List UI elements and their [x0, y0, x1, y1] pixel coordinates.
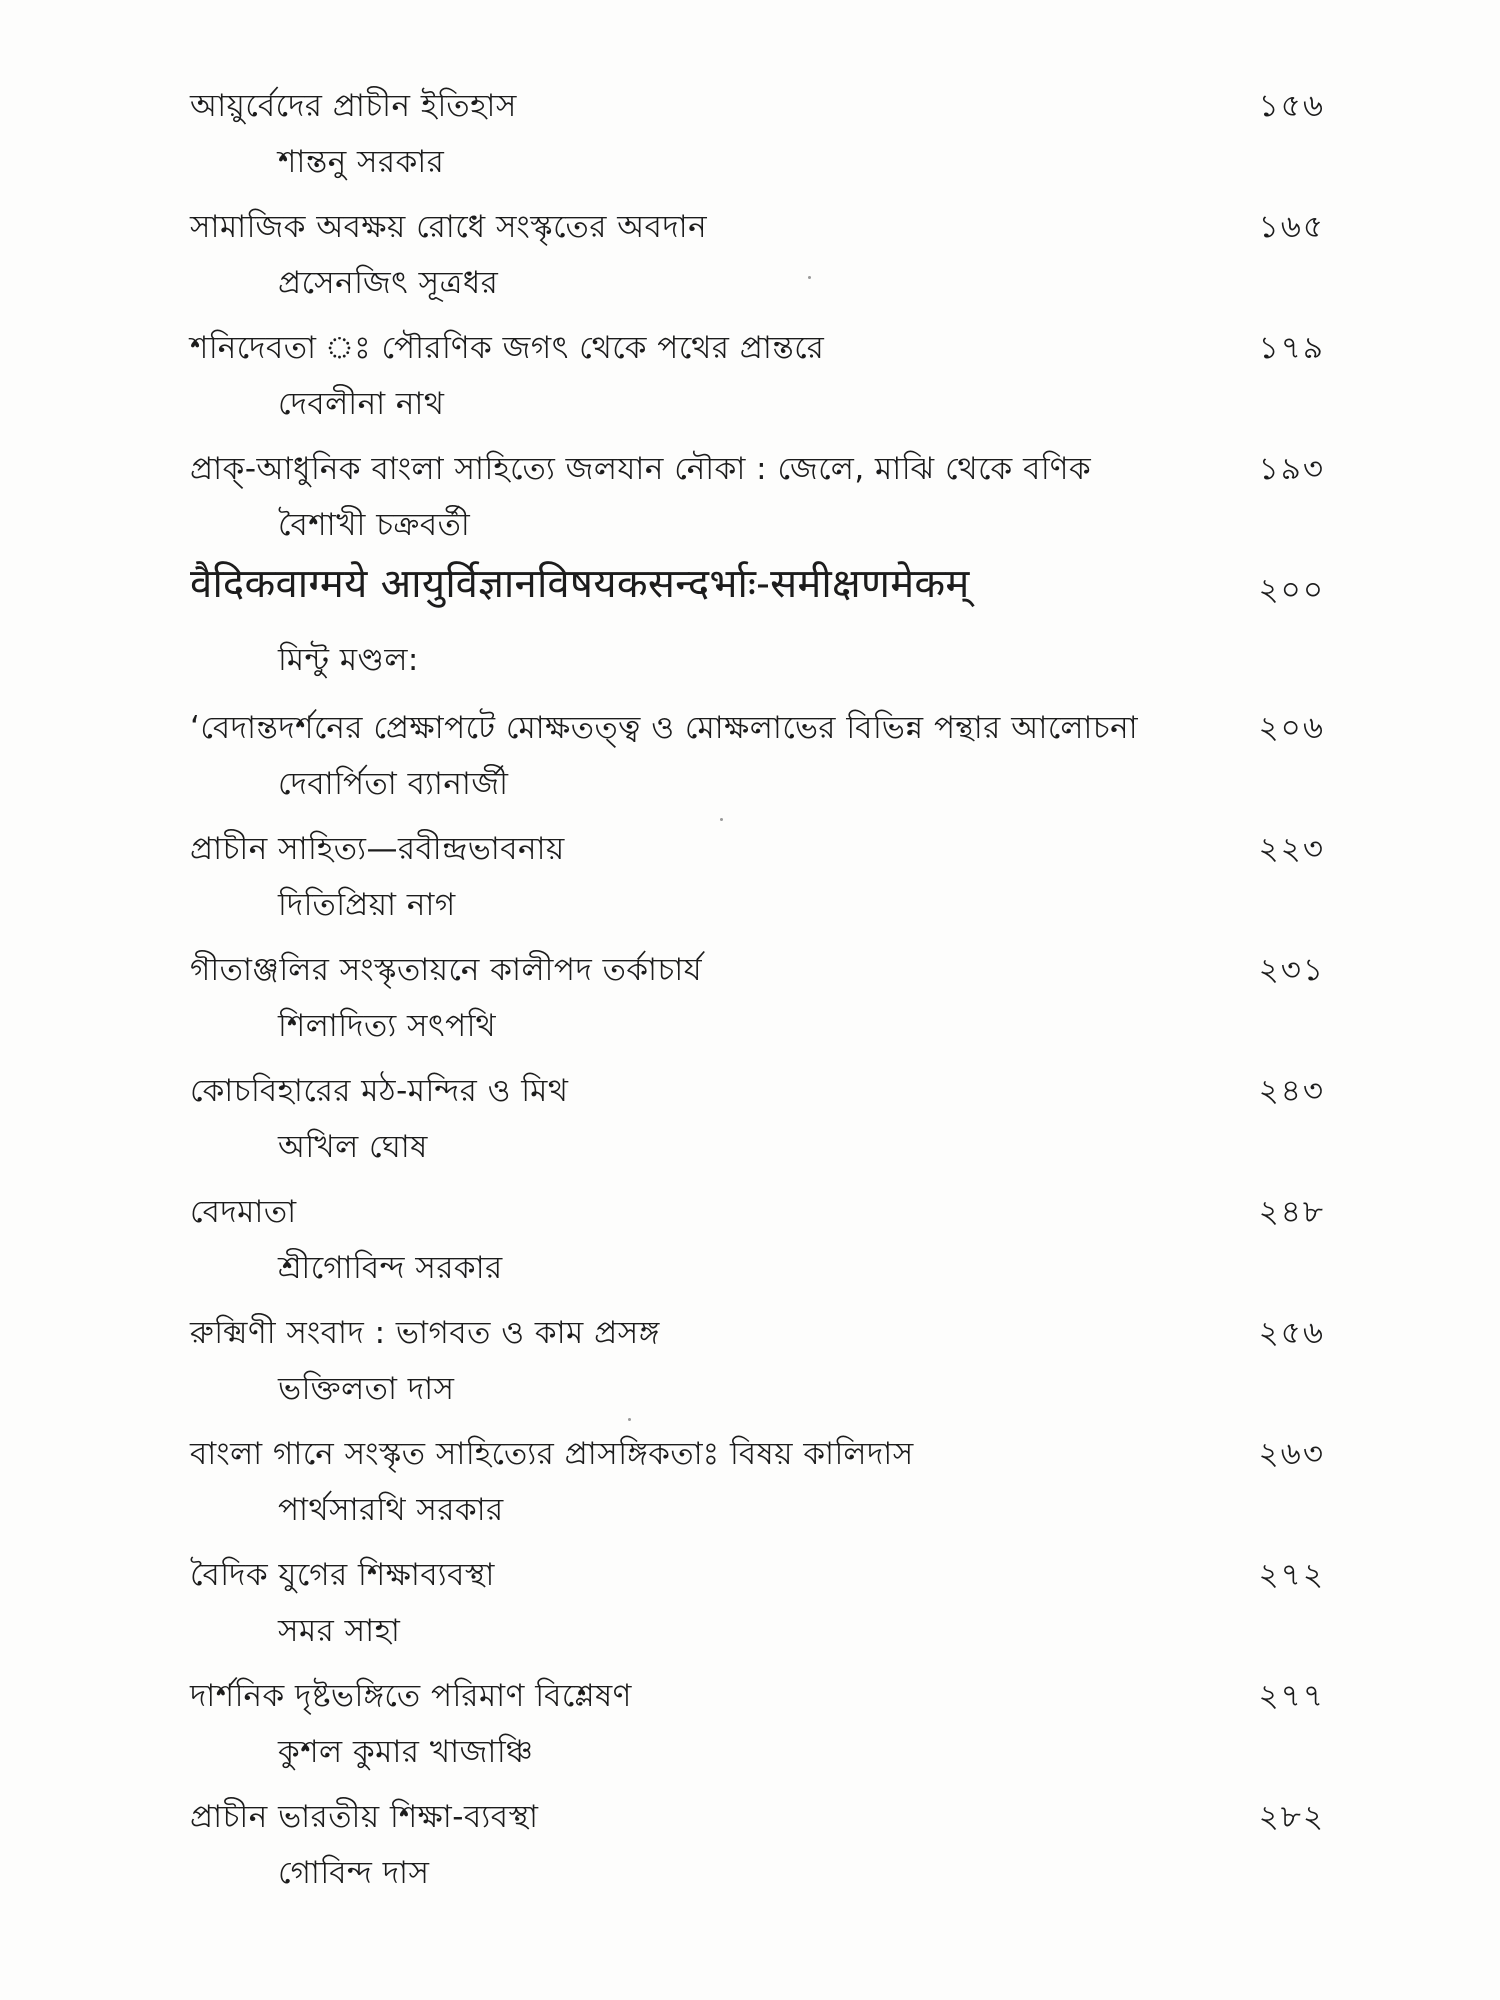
- scan-speck: [808, 276, 811, 279]
- toc-entry: [190, 1547, 1325, 1668]
- article-author: বৈশাখী চক্রবর্তী: [278, 507, 471, 543]
- article-title: দার্শনিক দৃষ্টভঙ্গিতে পরিমাণ বিশ্লেষণ: [190, 1678, 632, 1714]
- article-title: বৈদিক যুগের শিক্ষাব্যবস্থা: [190, 1557, 495, 1593]
- article-author: শান্তনু সরকার: [278, 144, 445, 180]
- article-author: দেবলীনা নাথ: [278, 386, 445, 422]
- article-author: শিলাদিত্য সৎপথি: [278, 1008, 497, 1044]
- article-author: ভক্তিলতা দাস: [278, 1371, 455, 1407]
- article-title: বেদমাতা: [190, 1194, 297, 1230]
- article-title: শনিদেবতা ঃ পৌরণিক জগৎ থেকে পথের প্রান্তরে: [190, 330, 825, 366]
- page-number: ২০৬: [1258, 710, 1325, 746]
- page-number: ২৮২: [1258, 1799, 1325, 1835]
- article-title: প্রাচীন সাহিত্য—রবীন্দ্রভাবনায়: [190, 831, 565, 867]
- toc-entry: [190, 320, 1325, 441]
- page-number: ১৭৯: [1258, 330, 1325, 366]
- page-number: ২৫৬: [1258, 1315, 1325, 1351]
- article-title: আয়ুর্বেদের প্রাচীন ইতিহাস: [190, 88, 517, 124]
- page-number: ১৫৬: [1258, 88, 1325, 124]
- article-author: দেবার্পিতা ব্যানার্জী: [278, 766, 509, 802]
- toc-entry: [190, 1184, 1325, 1305]
- page-number: ২৩১: [1258, 952, 1325, 988]
- toc-entry: [190, 1305, 1325, 1426]
- toc-entry: [190, 1668, 1325, 1789]
- article-title: সামাজিক অবক্ষয় রোধে সংস্কৃতের অবদান: [190, 209, 708, 245]
- article-author: কুশল কুমার খাজাঞ্চি: [278, 1734, 534, 1770]
- toc-entry: [190, 199, 1325, 320]
- page-number: ১৯৩: [1258, 451, 1325, 487]
- scan-speck: [720, 818, 723, 821]
- article-author: পার্থসারথি সরকার: [278, 1492, 504, 1528]
- toc-entry: [190, 562, 1325, 700]
- article-author: গোবিন্দ দাস: [278, 1855, 430, 1891]
- article-title: প্রাক্‌-আধুনিক বাংলা সাহিত্যে জলযান নৌকা : জেলে, মাঝি থেকে বণিক: [190, 451, 1092, 487]
- article-author: দিতিপ্রিয়া নাগ: [278, 887, 456, 923]
- page-number: ২৪৩: [1258, 1073, 1325, 1109]
- article-title: রুক্মিণী সংবাদ : ভাগবত ও কাম প্রসঙ্গ: [190, 1315, 660, 1351]
- article-title: গীতাঞ্জলির সংস্কৃতায়নে কালীপদ তর্কাচার্য: [190, 952, 703, 988]
- toc-entry: [190, 78, 1325, 199]
- article-title: ‘বেদান্তদর্শনের প্রেক্ষাপটে মোক্ষতত্ত্ব ও মোক্ষলাভের বিভিন্ন পন্থার আলোচনা: [190, 710, 1139, 746]
- toc-entry: [190, 821, 1325, 942]
- article-author: সমর সাহা: [278, 1613, 401, 1649]
- article-title: वैदिकवाग्मये आयुर्विज्ञानविषयकसन्दर्भाः-समीक्षणमेकम्: [190, 561, 970, 607]
- article-title: বাংলা গানে সংস্কৃত সাহিত্যের প্রাসঙ্গিকতাঃ বিষয় কালিদাস: [190, 1436, 914, 1472]
- article-author: শ্রীগোবিন্দ সরকার: [278, 1250, 503, 1286]
- page-number: ২৭৭: [1258, 1678, 1325, 1714]
- table-of-contents: [190, 78, 1325, 1910]
- toc-entry: [190, 1063, 1325, 1184]
- page-number: ২৬৩: [1258, 1436, 1325, 1472]
- toc-entry: [190, 1426, 1325, 1547]
- toc-entry: [190, 700, 1325, 821]
- article-author: প্রসেনজিৎ সূত্রধর: [278, 265, 499, 301]
- page-number: ২২৩: [1258, 831, 1325, 867]
- toc-entry: [190, 441, 1325, 562]
- page-number: ২৭২: [1258, 1557, 1325, 1593]
- toc-entry: [190, 1789, 1325, 1910]
- page-number: ১৬৫: [1258, 209, 1325, 245]
- article-title: কোচবিহারের মঠ-মন্দির ও মিথ: [190, 1073, 569, 1109]
- scan-speck: [628, 1418, 631, 1421]
- article-title: প্রাচীন ভারতীয় শিক্ষা-ব্যবস্থা: [190, 1799, 539, 1835]
- page-number: ২৪৮: [1258, 1194, 1325, 1230]
- article-author: অখিল ঘোষ: [278, 1129, 428, 1165]
- article-author: মিন্টু মণ্ডল:: [278, 642, 419, 678]
- toc-entry: [190, 942, 1325, 1063]
- page-number: ২০০: [1258, 572, 1325, 608]
